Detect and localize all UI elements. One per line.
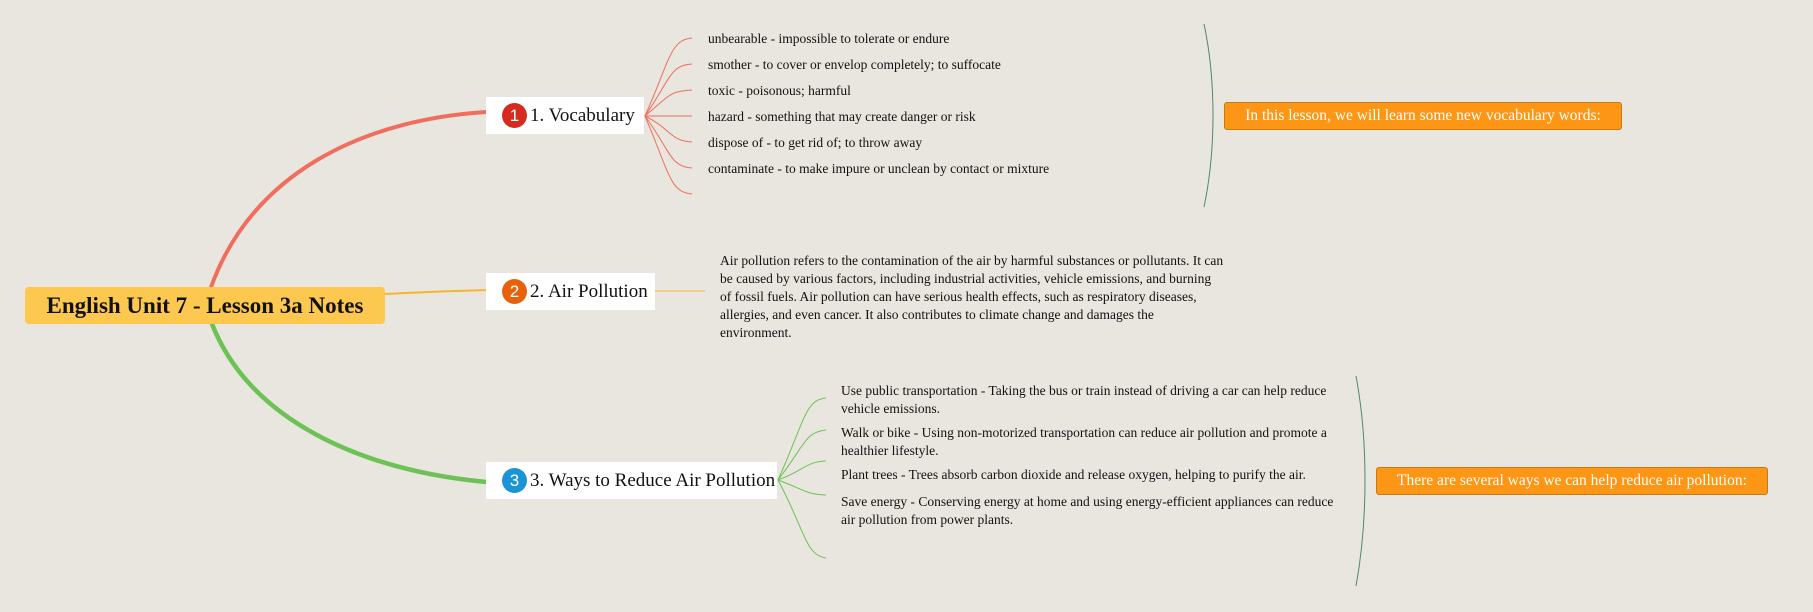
vocabulary-fan	[645, 38, 692, 194]
number-badge-2: 2	[502, 279, 527, 304]
ways-summary[interactable]: There are several ways we can help reduce air pollution:	[1376, 467, 1768, 495]
ways-fan	[778, 398, 826, 558]
topic-label: 1. Vocabulary	[530, 104, 635, 126]
vocab-item[interactable]: hazard - something that may create danger or risk	[708, 109, 976, 124]
number-badge-1: 1	[502, 103, 527, 128]
ways-item[interactable]: Use public transportation - Taking the bus or train instead of driving a car can help reduce vehicle emissions.	[841, 383, 1327, 416]
ways-item[interactable]: Plant trees - Trees absorb carbon dioxide and release oxygen, helping to purify the air.	[841, 467, 1306, 482]
branch-line-ways	[212, 324, 486, 482]
vocab-item[interactable]: smother - to cover or envelop completely; to suffocate	[708, 57, 1001, 72]
topic-ways-to-reduce[interactable]	[486, 462, 777, 499]
topic-air-pollution[interactable]	[486, 273, 655, 310]
vocab-item[interactable]: dispose of - to get rid of; to throw away	[708, 135, 923, 150]
ways-item[interactable]: Save energy - Conserving energy at home and using energy-efficient appliances can reduce air pollution from power plants.	[841, 494, 1334, 527]
branch-line-vocabulary	[210, 112, 486, 290]
topic-vocabulary[interactable]	[486, 97, 644, 134]
topic-label: 2. Air Pollution	[530, 280, 648, 302]
air-pollution-description[interactable]: Air pollution refers to the contamination of the air by harmful substances or pollutants. It can be caused by various factors, including industrial activities, vehicle emissions, and burning of fossil fuels. Air pollution can have serious health effects, such as respiratory diseases, allergies, and even cancer. It also contributes to climate change and damages the environment.	[720, 253, 1224, 340]
branch-line-air-pollution	[385, 290, 486, 294]
ways-item[interactable]: Walk or bike - Using non-motorized transportation can reduce air pollution and promote a healthier lifestyle.	[841, 425, 1327, 458]
topic-label: 3. Ways to Reduce Air Pollution	[530, 469, 776, 491]
central-topic[interactable]: English Unit 7 - Lesson 3a Notes	[25, 287, 385, 324]
vocab-item[interactable]: unbearable - impossible to tolerate or endure	[708, 31, 950, 46]
number-badge-3: 3	[502, 468, 527, 493]
vocab-item[interactable]: contaminate - to make impure or unclean by contact or mixture	[708, 161, 1050, 176]
vocabulary-summary-brace	[1204, 24, 1213, 207]
vocab-item[interactable]: toxic - poisonous; harmful	[708, 83, 851, 98]
vocabulary-summary[interactable]: In this lesson, we will learn some new vocabulary words:	[1224, 102, 1622, 130]
